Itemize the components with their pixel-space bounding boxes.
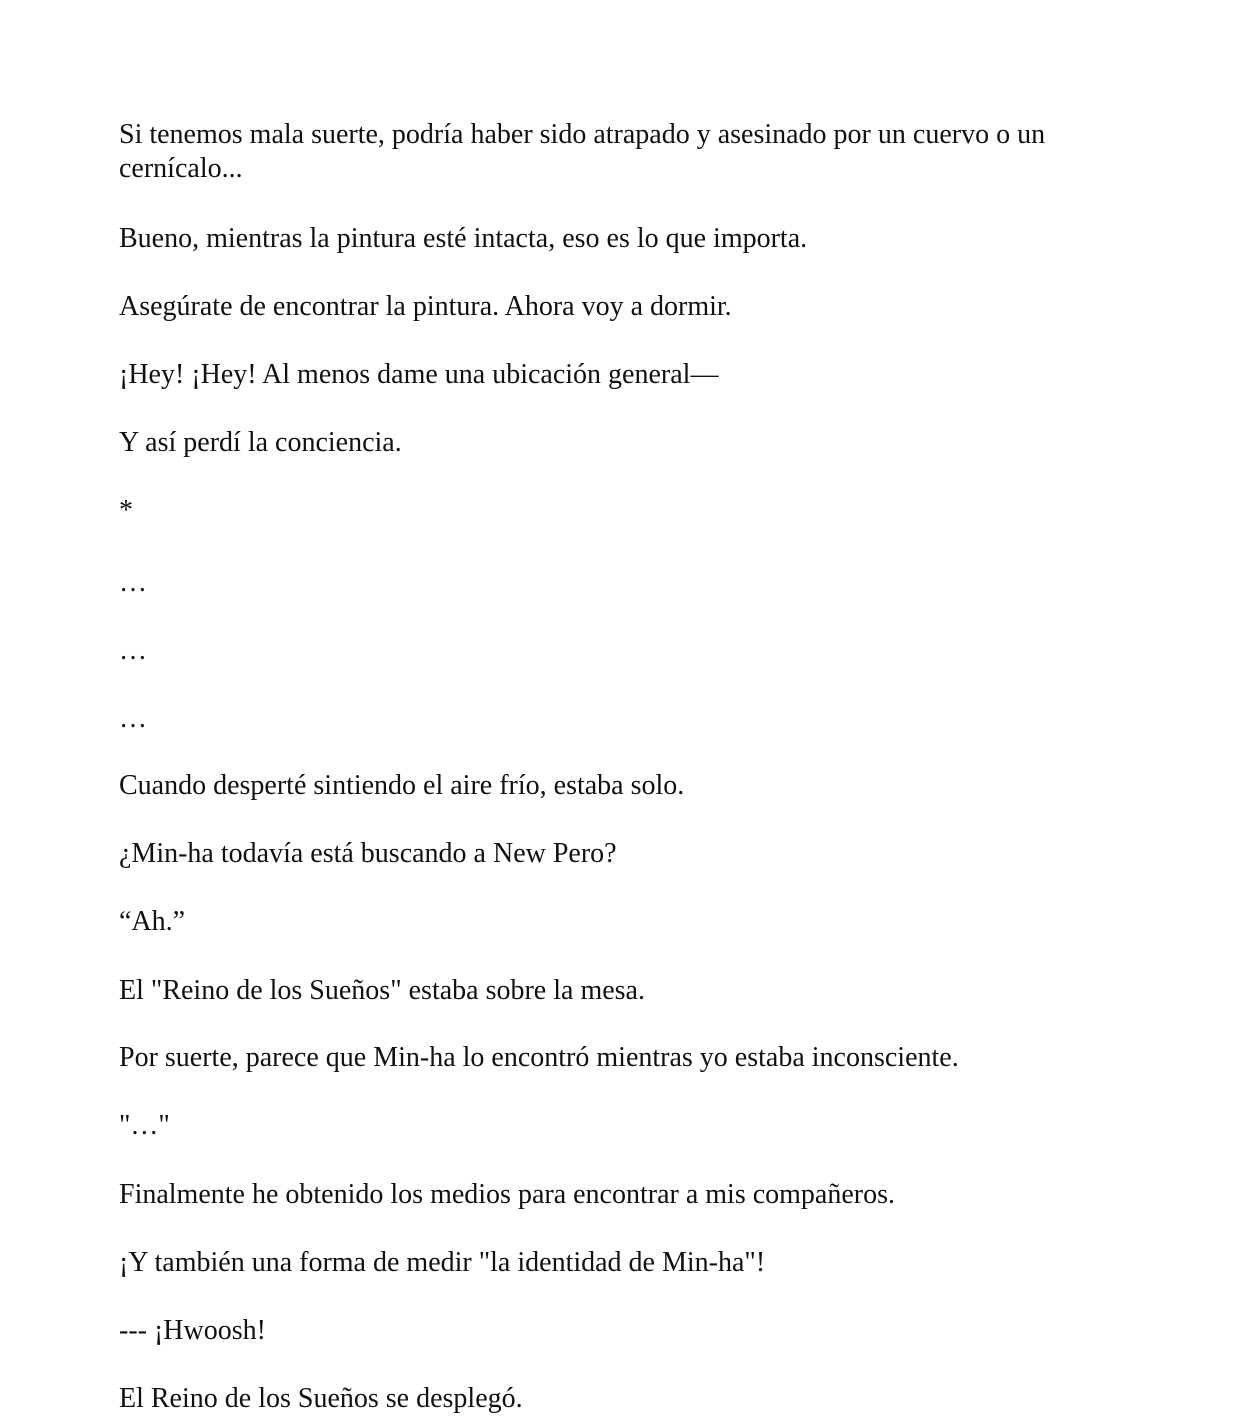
paragraph-4: ¡Hey! ¡Hey! Al menos dame una ubicación general—: [119, 359, 719, 390]
paragraph-9: El "Reino de los Sueños" estaba sobre la mesa.: [119, 975, 645, 1006]
paragraph-7: ¿Min-ha todavía está buscando a New Pero?: [119, 838, 617, 869]
paragraph-12: Finalmente he obtenido los medios para encontrar a mis compañeros.: [119, 1179, 896, 1210]
paragraph-15: El Reino de los Sueños se desplegó.: [119, 1383, 523, 1414]
ellipsis-line-3: …: [119, 703, 147, 734]
scene-break-asterisk: *: [119, 495, 133, 526]
paragraph-14: --- ¡Hwoosh!: [119, 1315, 266, 1346]
paragraph-1: Si tenemos mala suerte, podría haber sido atrapado y asesinado por un cuervo o un cernícalo...: [119, 119, 1046, 184]
ellipsis-line-2: …: [119, 635, 147, 666]
paragraph-13: ¡Y también una forma de medir "la identidad de Min-ha"!: [119, 1247, 766, 1278]
paragraph-11: "…": [119, 1110, 170, 1141]
paragraph-8: “Ah.”: [119, 906, 186, 937]
paragraph-10: Por suerte, parece que Min-ha lo encontró mientras yo estaba inconsciente.: [119, 1042, 959, 1073]
ellipsis-line-1: …: [119, 567, 147, 598]
paragraph-3: Asegúrate de encontrar la pintura. Ahora voy a dormir.: [119, 291, 732, 322]
paragraph-2: Bueno, mientras la pintura esté intacta, eso es lo que importa.: [119, 223, 808, 254]
paragraph-5: Y así perdí la conciencia.: [119, 427, 402, 458]
paragraph-6: Cuando desperté sintiendo el aire frío, estaba solo.: [119, 770, 685, 801]
